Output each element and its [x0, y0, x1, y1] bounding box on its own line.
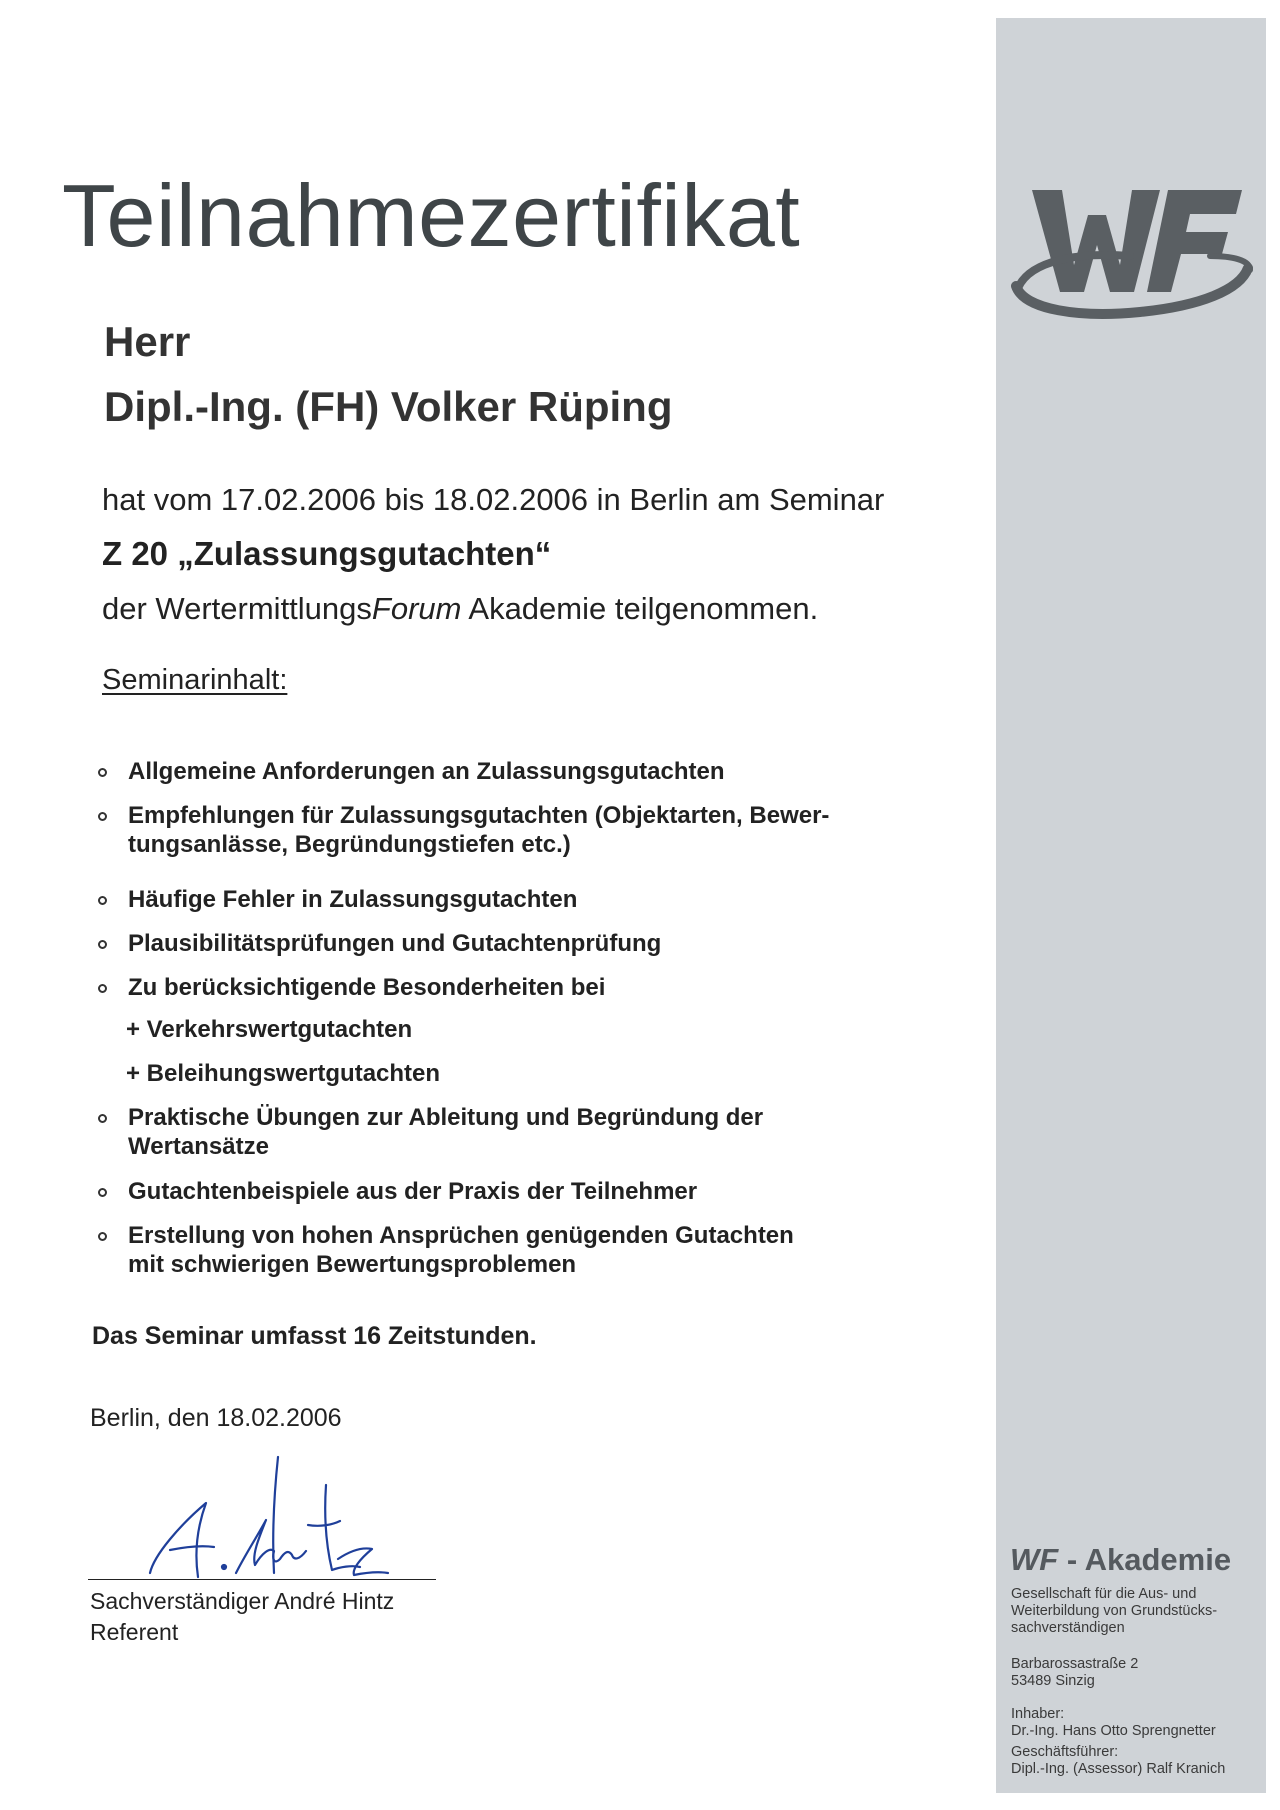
sidebar [996, 18, 1266, 1793]
organizer-italic: Forum [371, 591, 462, 626]
organizer-line [102, 591, 818, 627]
seminar-duration: Das Seminar umfasst 16 Zeitstunden. [92, 1322, 537, 1350]
certificate-title: Teilnahmezertifikat [62, 166, 801, 265]
bullet-icon [98, 768, 107, 777]
participant-name: Dipl.-Ing. (FH) Volker Rüping [104, 383, 673, 430]
signer-role: Referent [90, 1619, 179, 1645]
wf-logo-icon [1010, 160, 1255, 320]
list-item: Praktische Übungen zur Ableitung und Begründung der Wertansätze [96, 1103, 763, 1161]
signature [140, 1455, 400, 1590]
salutation: Herr [104, 318, 191, 365]
attendance-line: hat vom 17.02.2006 bis 18.02.2006 in Berlin am Seminar [102, 482, 885, 517]
list-item: Erstellung von hohen Ansprüchen genügenden Gutachten mit schwierigen Bewertungsproblemen [96, 1221, 794, 1279]
place-date: Berlin, den 18.02.2006 [90, 1404, 342, 1432]
sub-item-verkehrswert: + Verkehrswertgutachten [126, 1016, 413, 1043]
sub-item-beleihungswert: + Beleihungswertgutachten [126, 1060, 441, 1087]
academy-title-italic: WF [1010, 1542, 1059, 1577]
bullet-icon [98, 940, 107, 949]
list-item: Empfehlungen für Zulassungsgutachten (Objektarten, Bewer- tungsanlässe, Begründungstiefen etc.) [96, 801, 829, 859]
organizer-suffix: Akademie teilgenommen. [461, 591, 819, 626]
list-item: Plausibilitätsprüfungen und Gutachtenprüfung [96, 929, 661, 958]
list-item: Gutachtenbeispiele aus der Praxis der Teilnehmer [96, 1177, 697, 1206]
bullet-icon [98, 1232, 107, 1241]
academy-manager: Geschäftsführer: Dipl.-Ing. (Assessor) Ralf Kranich [1011, 1744, 1226, 1777]
bullet-icon [98, 984, 107, 993]
seminar-title: Z 20 „Zulassungsgutachten“ [102, 535, 552, 572]
list-item: Häufige Fehler in Zulassungsgutachten [96, 885, 577, 914]
signature-line [88, 1579, 436, 1580]
wf-logo [1010, 160, 1255, 320]
content-heading: Seminarinhalt: [102, 664, 288, 696]
academy-address: Barbarossastraße 2 53489 Sinzig [1011, 1656, 1139, 1689]
list-item: Zu berücksichtigende Besonderheiten bei [96, 973, 605, 1002]
list-item: Allgemeine Anforderungen an Zulassungsgutachten [96, 757, 725, 786]
bullet-icon [98, 812, 107, 821]
bullet-icon [98, 896, 107, 905]
bullet-icon [98, 1188, 107, 1197]
academy-description: Gesellschaft für die Aus- und Weiterbildung von Grundstücks- sachverständigen [1011, 1586, 1218, 1636]
academy-title [1010, 1542, 1231, 1578]
bullet-icon [98, 1114, 107, 1123]
organizer-prefix: der Wertermittlungs [102, 591, 372, 626]
academy-title-rest: - Akademie [1058, 1542, 1232, 1577]
signer-name: Sachverständiger André Hintz [90, 1588, 395, 1614]
academy-owner: Inhaber: Dr.-Ing. Hans Otto Sprengnetter [1011, 1706, 1216, 1739]
